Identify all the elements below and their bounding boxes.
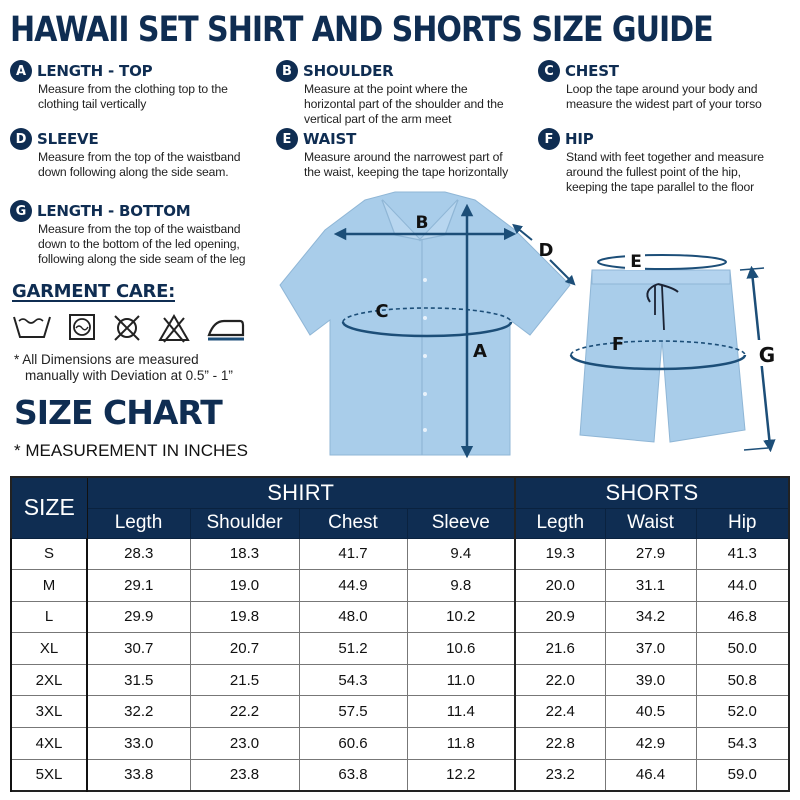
- measure-shoulder: [276, 60, 503, 127]
- value-cell: 60.6: [299, 728, 407, 760]
- measure-length-bottom: [10, 200, 245, 267]
- letter-d-icon: D: [10, 128, 32, 150]
- measure-label: LENGTH - TOP: [37, 62, 153, 80]
- value-cell: 46.4: [605, 759, 696, 791]
- value-cell: 22.4: [515, 696, 605, 728]
- col-shirt-chest: Chest: [299, 508, 407, 538]
- value-cell: 28.3: [87, 538, 190, 570]
- table-row: [11, 601, 789, 633]
- measurement-unit-note: * MEASUREMENT IN INCHES: [14, 441, 248, 460]
- value-cell: 11.4: [407, 696, 515, 728]
- label-d: D: [538, 240, 554, 261]
- value-cell: 42.9: [605, 728, 696, 760]
- value-cell: 30.7: [87, 633, 190, 665]
- value-cell: 19.8: [190, 601, 299, 633]
- value-cell: 59.0: [696, 759, 789, 791]
- table-row: [11, 759, 789, 791]
- table-row: [11, 696, 789, 728]
- measure-desc: Stand with feet together and measure around the fullest point of the hip, keeping the tape parallel to the floor: [566, 150, 764, 194]
- letter-b-icon: B: [276, 60, 298, 82]
- value-cell: 29.1: [87, 570, 190, 602]
- label-b: B: [415, 213, 429, 233]
- value-cell: 10.6: [407, 633, 515, 665]
- col-shirt-sleeve: Sleeve: [407, 508, 515, 538]
- size-cell: S: [11, 538, 87, 570]
- measure-label: SLEEVE: [37, 130, 99, 148]
- wash-basin-icon: [12, 313, 52, 339]
- letter-a-icon: A: [10, 60, 32, 82]
- letter-c-icon: C: [538, 60, 560, 82]
- value-cell: 52.0: [696, 696, 789, 728]
- size-chart-table: [10, 476, 790, 792]
- label-g: G: [758, 343, 776, 367]
- value-cell: 10.2: [407, 601, 515, 633]
- value-cell: 23.0: [190, 728, 299, 760]
- value-cell: 18.3: [190, 538, 299, 570]
- value-cell: 54.3: [299, 664, 407, 696]
- measure-length-top: [10, 60, 228, 112]
- size-cell: XL: [11, 633, 87, 665]
- measure-sleeve: [10, 128, 240, 180]
- measure-chest: [538, 60, 762, 112]
- value-cell: 21.6: [515, 633, 605, 665]
- value-cell: 27.9: [605, 538, 696, 570]
- table-row: [11, 728, 789, 760]
- value-cell: 29.9: [87, 601, 190, 633]
- value-cell: 33.8: [87, 759, 190, 791]
- measure-hip: [538, 128, 764, 195]
- table-row: [11, 664, 789, 696]
- size-cell: 4XL: [11, 728, 87, 760]
- col-shirt-length: Legth: [87, 508, 190, 538]
- measure-desc: Measure from the top of the waistband down following along the side seam.: [38, 150, 241, 179]
- value-cell: 9.8: [407, 570, 515, 602]
- value-cell: 22.2: [190, 696, 299, 728]
- garment-illustration: [270, 190, 800, 465]
- value-cell: 19.3: [515, 538, 605, 570]
- measure-label: LENGTH - BOTTOM: [37, 202, 191, 220]
- measure-label: WAIST: [303, 130, 357, 148]
- value-cell: 12.2: [407, 759, 515, 791]
- letter-f-icon: F: [538, 128, 560, 150]
- tumble-dry-icon: [68, 313, 96, 341]
- value-cell: 39.0: [605, 664, 696, 696]
- value-cell: 11.8: [407, 728, 515, 760]
- size-cell: 3XL: [11, 696, 87, 728]
- iron-icon: [206, 313, 246, 341]
- value-cell: 37.0: [605, 633, 696, 665]
- value-cell: 48.0: [299, 601, 407, 633]
- size-column-header: SIZE: [11, 477, 87, 538]
- table-row: [11, 570, 789, 602]
- table-row: [11, 538, 789, 570]
- label-e: E: [630, 252, 642, 272]
- value-cell: 21.5: [190, 664, 299, 696]
- col-shirt-shoulder: Shoulder: [190, 508, 299, 538]
- col-shorts-length: Legth: [515, 508, 605, 538]
- measure-desc: Measure at the point where the horizontal part of the shoulder and the vertical part of the arm meet: [304, 82, 504, 126]
- measure-desc: Measure from the clothing top to the clothing tail vertically: [38, 82, 228, 111]
- letter-g-icon: G: [10, 200, 32, 222]
- value-cell: 20.0: [515, 570, 605, 602]
- label-f: F: [611, 334, 625, 355]
- size-cell: 5XL: [11, 759, 87, 791]
- measure-label: SHOULDER: [303, 62, 394, 80]
- value-cell: 63.8: [299, 759, 407, 791]
- value-cell: 54.3: [696, 728, 789, 760]
- value-cell: 50.8: [696, 664, 789, 696]
- page-title: HAWAII SET SHIRT AND SHORTS SIZE GUIDE: [10, 10, 713, 50]
- value-cell: 19.0: [190, 570, 299, 602]
- measure-label: HIP: [565, 130, 594, 148]
- shirt-group-header: SHIRT: [87, 477, 515, 508]
- value-cell: 22.8: [515, 728, 605, 760]
- value-cell: 20.7: [190, 633, 299, 665]
- size-cell: 2XL: [11, 664, 87, 696]
- value-cell: 51.2: [299, 633, 407, 665]
- dimension-note: * All Dimensions are measured manually with Deviation at 0.5” - 1”: [14, 352, 233, 383]
- value-cell: 9.4: [407, 538, 515, 570]
- measure-desc: Measure around the narrowest part of the waist, keeping the tape horizontally: [304, 150, 509, 179]
- measure-desc: Measure from the top of the waistband down to the bottom of the led opening, following along the side seam of the leg: [38, 222, 246, 266]
- size-chart-title: SIZE CHART: [14, 393, 222, 432]
- size-cell: L: [11, 601, 87, 633]
- size-cell: M: [11, 570, 87, 602]
- value-cell: 20.9: [515, 601, 605, 633]
- value-cell: 23.8: [190, 759, 299, 791]
- shorts-illustration: [571, 250, 776, 450]
- value-cell: 32.2: [87, 696, 190, 728]
- shorts-group-header: SHORTS: [515, 477, 789, 508]
- value-cell: 46.8: [696, 601, 789, 633]
- value-cell: 33.0: [87, 728, 190, 760]
- value-cell: 31.5: [87, 664, 190, 696]
- value-cell: 11.0: [407, 664, 515, 696]
- value-cell: 22.0: [515, 664, 605, 696]
- label-c: C: [375, 301, 389, 322]
- garment-care-icons: [12, 313, 246, 343]
- value-cell: 23.2: [515, 759, 605, 791]
- value-cell: 41.3: [696, 538, 789, 570]
- garment-care-title: GARMENT CARE:: [12, 281, 175, 302]
- measure-desc: Loop the tape around your body and measure the widest part of your torso: [566, 82, 762, 111]
- value-cell: 50.0: [696, 633, 789, 665]
- measure-label: CHEST: [565, 62, 619, 80]
- value-cell: 57.5: [299, 696, 407, 728]
- label-a: A: [473, 341, 487, 362]
- value-cell: 31.1: [605, 570, 696, 602]
- value-cell: 41.7: [299, 538, 407, 570]
- value-cell: 44.9: [299, 570, 407, 602]
- col-shorts-hip: Hip: [696, 508, 789, 538]
- do-not-bleach-icon: [158, 313, 190, 343]
- value-cell: 34.2: [605, 601, 696, 633]
- col-shorts-waist: Waist: [605, 508, 696, 538]
- measure-waist: [276, 128, 508, 180]
- table-row: [11, 633, 789, 665]
- value-cell: 40.5: [605, 696, 696, 728]
- value-cell: 44.0: [696, 570, 789, 602]
- letter-e-icon: E: [276, 128, 298, 150]
- do-not-dry-clean-icon: [112, 313, 142, 343]
- shirt-illustration: [280, 192, 572, 455]
